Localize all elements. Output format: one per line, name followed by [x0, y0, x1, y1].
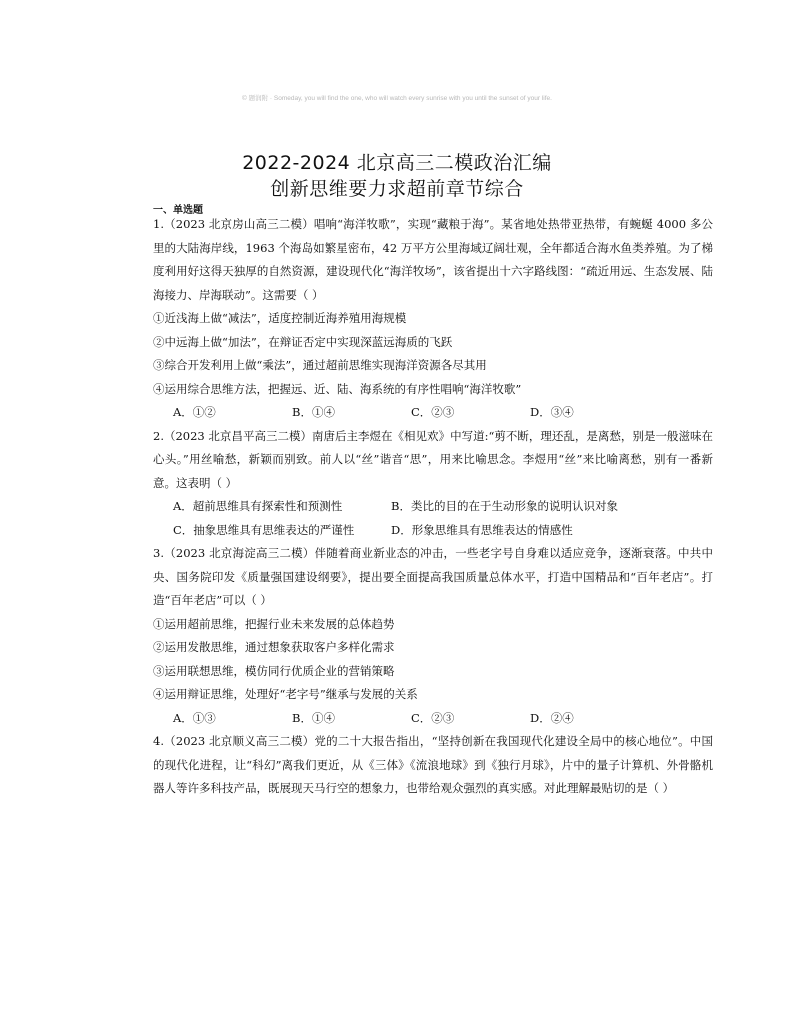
question-1-choice-b: B．①④ [292, 405, 335, 419]
question-list [153, 213, 713, 801]
question-1-choice-a: A．①② [173, 405, 216, 419]
question-2 [153, 425, 713, 543]
question-4 [153, 730, 713, 801]
question-3-choice-b: B．①④ [292, 710, 335, 725]
question-4-stem: 4.（2023 北京顺义高三二模）党的二十大报告指出，“坚持创新在我国现代化建设全局中的核心地位”。中国的现代化进程，让“科幻”离我们更近，从《三体》《流浪地球》到《独行月球》，片中的量子计算机、外骨骼机器人等许多科技产品，既展现天马行空的想象力，也带给观众强烈的真实感。对此理解最贴切的是（ ） [153, 734, 713, 795]
question-3-statement-3: ③运用联想思维，模仿同行优质企业的营销策略 [153, 663, 395, 678]
question-1-choice-c: C．②③ [411, 405, 455, 419]
question-3 [153, 542, 713, 730]
question-3-statement-2: ②运用发散思维，通过想象获取客户多样化需求 [153, 640, 395, 654]
question-3-stem: 3.（2023 北京海淀高三二模）伴随着商业新业态的冲击，一些老字号自身难以适应竞争，逐渐衰落。中共中央、国务院印发《质量强国建设纲要》，提出要全面提高我国质量总体水平，打造中国精品和“百年老店”。打造“百年老店”可以（ ） [153, 546, 713, 607]
question-1-statement-1: ①近浅海上做“减法”，适度控制近海养殖用海规模 [153, 311, 407, 325]
question-2-choice-a: A．超前思维具有探索性和预测性 [173, 499, 343, 513]
question-3-statement-1: ①运用超前思维，把握行业未来发展的总体趋势 [153, 616, 395, 631]
document-subtitle: 创新思维要力求超前章节综合 [270, 178, 524, 200]
question-1-statement-3: ③综合开发利用上做“乘法”，通过超前思维实现海洋资源各尽其用 [153, 358, 487, 372]
question-2-choice-d: D．形象思维具有思维表达的情感性 [391, 522, 573, 537]
question-1-statement-2: ②中远海上做“加法”，在辩证否定中实现深蓝远海质的飞跃 [153, 334, 453, 349]
question-1-choices [153, 401, 713, 425]
question-2-choice-c: C．抽象思维具有思维表达的严谨性 [173, 522, 355, 537]
question-1-stem: 1.（2023 北京房山高三二模）唱响“海洋牧歌”，实现“藏粮于海”。某省地处热带亚热带，有蜿蜒 4000 多公里的大陆海岸线，1963 个海岛如繁星密布，42 万平方公里海域辽阔壮观，全年都适合海水鱼类养殖。为了梯度利用好这得天独厚的自然资源，建设现代化“海洋牧场”，该省提出十六字路线图：“疏近用远、生态发展、陆海接力、岸海联动”。这需要（ ） [153, 217, 713, 302]
section-heading: 一、单选题 [153, 205, 203, 216]
question-3-choice-a: A．①③ [173, 710, 216, 725]
document-title: 2022-2024 北京高三二模政治汇编 [242, 152, 552, 174]
question-1-choice-d: D．③④ [530, 405, 574, 419]
question-2-stem: 2.（2023 北京昌平高三二模）南唐后主李煜在《相见欢》中写道:“剪不断，理还乱，是离愁，别是一般滋味在心头。”用丝喻愁，新颖而别致。前人以“丝”谐音“思”，用来比喻思念。李煜用“丝”来比喻离愁，别有一番新意。这表明（ ） [153, 428, 713, 490]
watermark-text: © 题润附 · Someday, you will find the one, who will watch every sunrise with you until the sunset of your life. [242, 95, 552, 102]
question-3-choices [153, 707, 713, 731]
question-3-choice-d: D．②④ [530, 710, 574, 725]
question-1 [153, 213, 713, 425]
question-3-statement-4: ④运用辩证思维，处理好“老字号”继承与发展的关系 [153, 687, 418, 701]
question-1-statement-4: ④运用综合思维方法，把握远、近、陆、海系统的有序性唱响“海洋牧歌” [153, 381, 522, 396]
question-2-choice-b: B．类比的目的在于生动形象的说明认识对象 [391, 499, 618, 513]
question-2-choices [153, 495, 713, 542]
question-3-choice-c: C．②③ [411, 710, 455, 725]
